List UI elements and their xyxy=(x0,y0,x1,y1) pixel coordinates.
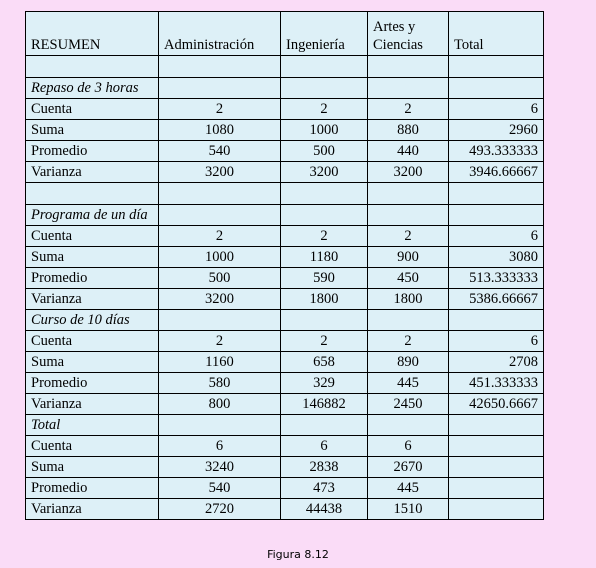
value-cell[interactable]: 2 xyxy=(368,226,449,247)
row-label-cell[interactable]: Promedio xyxy=(26,373,159,394)
value-cell[interactable]: 2708 xyxy=(449,352,544,373)
value-cell[interactable]: 6 xyxy=(368,436,449,457)
value-cell[interactable]: 3946.66667 xyxy=(449,162,544,183)
value-cell[interactable]: 2450 xyxy=(368,394,449,415)
value-cell[interactable]: 1000 xyxy=(159,247,281,268)
column-header-artes-y-ciencias[interactable]: Artes y Ciencias xyxy=(368,12,449,56)
row-label-cell[interactable]: Cuenta xyxy=(26,226,159,247)
empty-cell[interactable] xyxy=(368,56,449,78)
value-cell[interactable]: 500 xyxy=(281,141,368,162)
value-cell[interactable]: 2 xyxy=(368,331,449,352)
row-label-cell[interactable]: Promedio xyxy=(26,141,159,162)
table-row xyxy=(26,436,544,457)
table-row xyxy=(26,331,544,352)
value-cell[interactable]: 500 xyxy=(159,268,281,289)
value-cell[interactable]: 146882 xyxy=(281,394,368,415)
value-cell[interactable]: 44438 xyxy=(281,499,368,520)
value-cell[interactable]: 6 xyxy=(449,99,544,120)
value-cell[interactable]: 2720 xyxy=(159,499,281,520)
value-cell[interactable] xyxy=(449,478,544,499)
value-cell[interactable]: 2 xyxy=(159,331,281,352)
table-row xyxy=(26,373,544,394)
value-cell[interactable]: 6 xyxy=(449,331,544,352)
value-cell[interactable]: 2 xyxy=(368,99,449,120)
anova-summary-table xyxy=(25,11,544,520)
value-cell[interactable]: 3200 xyxy=(159,162,281,183)
empty-cell[interactable] xyxy=(159,205,281,226)
empty-cell[interactable] xyxy=(281,310,368,331)
value-cell[interactable]: 658 xyxy=(281,352,368,373)
empty-cell[interactable] xyxy=(159,310,281,331)
section-header-row xyxy=(26,205,544,226)
value-cell[interactable] xyxy=(449,457,544,478)
value-cell[interactable]: 6 xyxy=(449,226,544,247)
column-header-total[interactable]: Total xyxy=(449,12,544,56)
empty-cell[interactable] xyxy=(449,310,544,331)
section-title-cell[interactable]: Total xyxy=(26,415,159,436)
empty-cell[interactable] xyxy=(368,78,449,99)
row-label-cell[interactable]: Promedio xyxy=(26,478,159,499)
value-cell[interactable]: 1800 xyxy=(368,289,449,310)
empty-cell[interactable] xyxy=(159,56,281,78)
table-row xyxy=(26,99,544,120)
section-title-cell[interactable]: Curso de 10 días xyxy=(26,310,159,331)
figure-caption: Figura 8.12 xyxy=(267,548,329,561)
value-cell[interactable]: 1160 xyxy=(159,352,281,373)
value-cell[interactable]: 580 xyxy=(159,373,281,394)
empty-cell[interactable] xyxy=(281,415,368,436)
empty-cell[interactable] xyxy=(159,415,281,436)
empty-cell[interactable] xyxy=(449,56,544,78)
value-cell[interactable]: 900 xyxy=(368,247,449,268)
table-row xyxy=(26,162,544,183)
value-cell[interactable]: 6 xyxy=(281,436,368,457)
value-cell[interactable]: 3240 xyxy=(159,457,281,478)
column-header-ingenieria[interactable]: Ingeniería xyxy=(281,12,368,56)
empty-cell[interactable] xyxy=(281,183,368,205)
value-cell[interactable]: 440 xyxy=(368,141,449,162)
section-title-cell[interactable]: Programa de un día xyxy=(26,205,159,226)
value-cell[interactable]: 3200 xyxy=(159,289,281,310)
column-header-administracion[interactable]: Administración xyxy=(159,12,281,56)
table-row xyxy=(26,478,544,499)
value-cell[interactable]: 1180 xyxy=(281,247,368,268)
empty-cell[interactable] xyxy=(281,78,368,99)
value-cell[interactable]: 2 xyxy=(281,226,368,247)
empty-cell[interactable] xyxy=(281,56,368,78)
value-cell[interactable]: 42650.6667 xyxy=(449,394,544,415)
row-label-cell[interactable]: Suma xyxy=(26,352,159,373)
empty-cell[interactable] xyxy=(368,205,449,226)
empty-cell[interactable] xyxy=(159,78,281,99)
value-cell[interactable]: 2 xyxy=(281,99,368,120)
value-cell[interactable] xyxy=(449,436,544,457)
section-title-cell[interactable]: Repaso de 3 horas xyxy=(26,78,159,99)
value-cell[interactable]: 1000 xyxy=(281,120,368,141)
value-cell[interactable]: 800 xyxy=(159,394,281,415)
value-cell[interactable]: 1800 xyxy=(281,289,368,310)
row-label-cell[interactable]: Varianza xyxy=(26,289,159,310)
empty-cell[interactable] xyxy=(26,183,159,205)
value-cell[interactable]: 540 xyxy=(159,141,281,162)
section-header-row xyxy=(26,310,544,331)
table-row xyxy=(26,268,544,289)
table-row xyxy=(26,226,544,247)
value-cell[interactable]: 2960 xyxy=(449,120,544,141)
table-row xyxy=(26,394,544,415)
empty-cell[interactable] xyxy=(368,310,449,331)
value-cell[interactable]: 890 xyxy=(368,352,449,373)
empty-cell[interactable] xyxy=(26,56,159,78)
value-cell[interactable]: 2670 xyxy=(368,457,449,478)
table-row xyxy=(26,457,544,478)
value-cell[interactable]: 540 xyxy=(159,478,281,499)
value-cell[interactable]: 445 xyxy=(368,373,449,394)
value-cell[interactable]: 473 xyxy=(281,478,368,499)
value-cell[interactable]: 880 xyxy=(368,120,449,141)
row-label-cell[interactable]: Cuenta xyxy=(26,99,159,120)
row-label-cell[interactable]: Varianza xyxy=(26,499,159,520)
row-label-cell[interactable]: Varianza xyxy=(26,162,159,183)
value-cell[interactable]: 450 xyxy=(368,268,449,289)
row-label-cell[interactable]: Promedio xyxy=(26,268,159,289)
row-label-cell[interactable]: Suma xyxy=(26,247,159,268)
empty-cell[interactable] xyxy=(449,415,544,436)
row-label-cell[interactable]: Cuenta xyxy=(26,436,159,457)
value-cell[interactable]: 2838 xyxy=(281,457,368,478)
section-header-row xyxy=(26,415,544,436)
value-cell[interactable]: 2 xyxy=(159,226,281,247)
table-row xyxy=(26,120,544,141)
row-label-cell[interactable]: Cuenta xyxy=(26,331,159,352)
empty-cell[interactable] xyxy=(368,183,449,205)
value-cell[interactable] xyxy=(449,499,544,520)
value-cell[interactable]: 3200 xyxy=(281,162,368,183)
value-cell[interactable]: 329 xyxy=(281,373,368,394)
table-row xyxy=(26,499,544,520)
table-row xyxy=(26,289,544,310)
row-label-cell[interactable]: Suma xyxy=(26,457,159,478)
spacer-row xyxy=(26,183,544,205)
empty-cell[interactable] xyxy=(449,183,544,205)
table-row xyxy=(26,352,544,373)
row-label-cell[interactable]: Varianza xyxy=(26,394,159,415)
value-cell[interactable]: 3080 xyxy=(449,247,544,268)
empty-cell[interactable] xyxy=(281,205,368,226)
value-cell[interactable]: 1080 xyxy=(159,120,281,141)
empty-cell[interactable] xyxy=(368,415,449,436)
value-cell[interactable]: 2 xyxy=(159,99,281,120)
value-cell[interactable]: 5386.66667 xyxy=(449,289,544,310)
value-cell[interactable]: 3200 xyxy=(368,162,449,183)
empty-cell[interactable] xyxy=(449,78,544,99)
spacer-row xyxy=(26,56,544,78)
header-row xyxy=(26,12,544,56)
summary-title-cell[interactable]: RESUMEN xyxy=(26,12,159,56)
value-cell[interactable]: 590 xyxy=(281,268,368,289)
value-cell[interactable]: 513.333333 xyxy=(449,268,544,289)
empty-cell[interactable] xyxy=(449,205,544,226)
table-row xyxy=(26,247,544,268)
value-cell[interactable]: 493.333333 xyxy=(449,141,544,162)
empty-cell[interactable] xyxy=(159,183,281,205)
value-cell[interactable]: 451.333333 xyxy=(449,373,544,394)
value-cell[interactable]: 1510 xyxy=(368,499,449,520)
section-header-row xyxy=(26,78,544,99)
value-cell[interactable]: 6 xyxy=(159,436,281,457)
row-label-cell[interactable]: Suma xyxy=(26,120,159,141)
table-row xyxy=(26,141,544,162)
value-cell[interactable]: 2 xyxy=(281,331,368,352)
value-cell[interactable]: 445 xyxy=(368,478,449,499)
